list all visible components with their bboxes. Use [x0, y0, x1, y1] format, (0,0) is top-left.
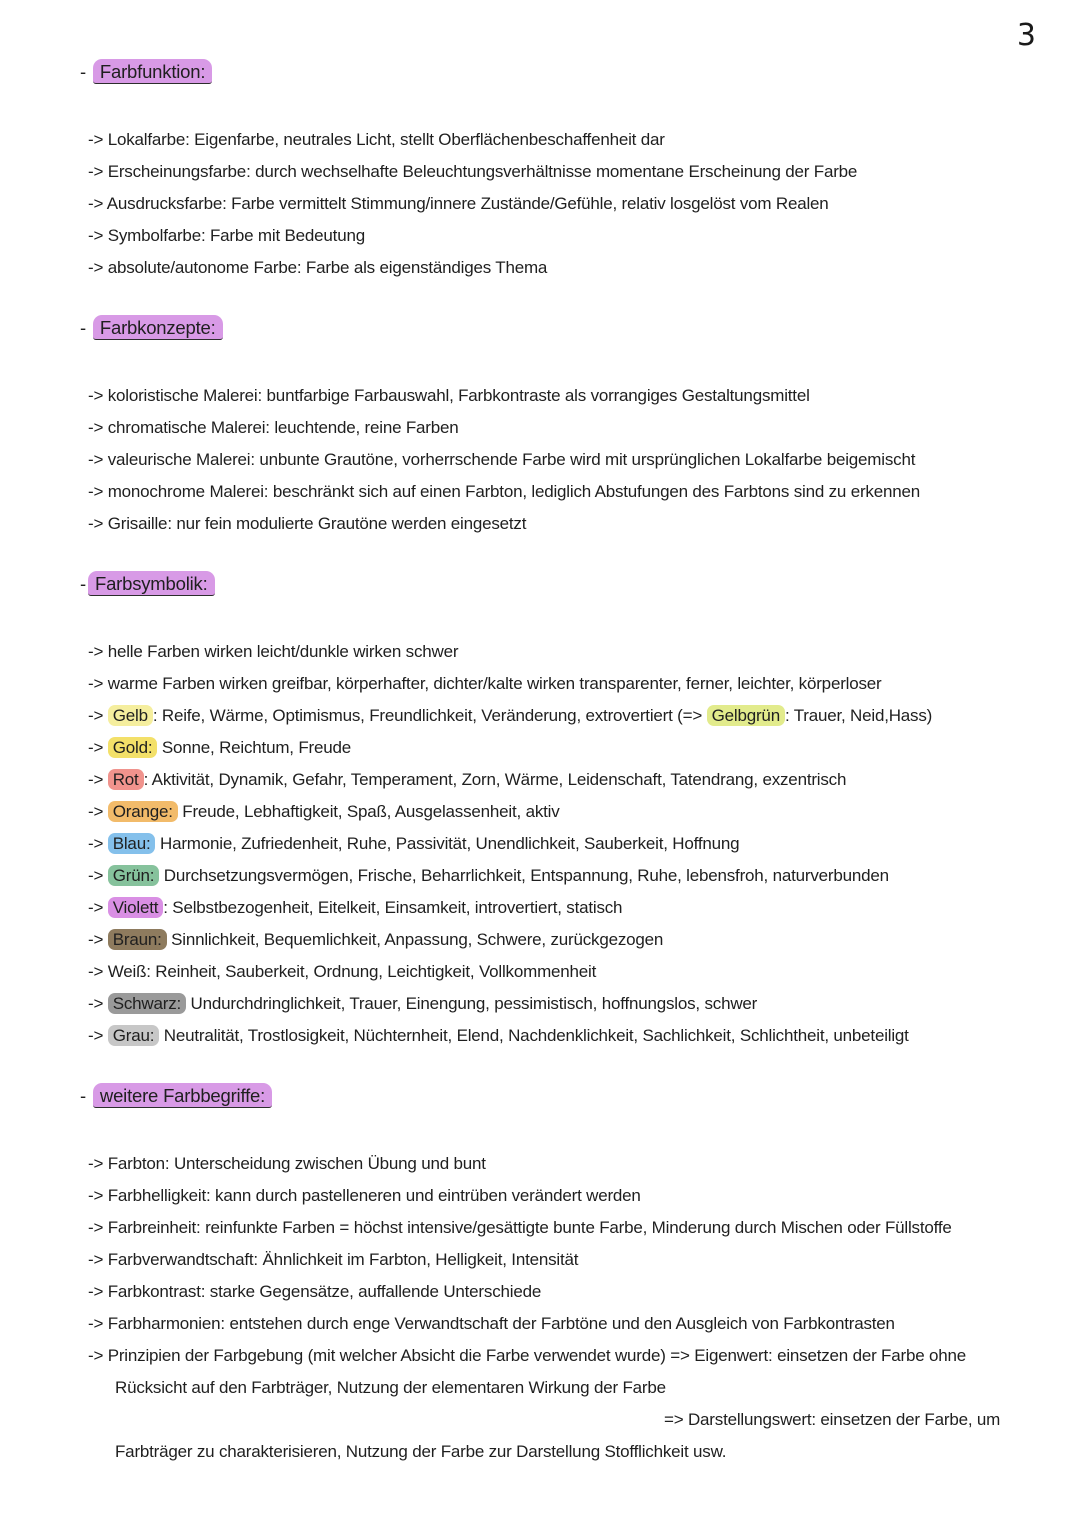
note-line: [88, 924, 1044, 956]
text-segment: -> monochrome Malerei: beschränkt sich auf einen Farbton, lediglich Abstufungen des Farbtons sind zu erkennen: [88, 482, 920, 501]
note-line: [88, 636, 1044, 668]
note-line: [88, 1020, 1044, 1052]
note-line: [88, 444, 1044, 476]
text-segment: => Darstellungswert: einsetzen der Farbe, um: [664, 1410, 1001, 1429]
text-segment: -> Farbhelligkeit: kann durch pastelleneren und eintrüben verändert werden: [88, 1186, 641, 1205]
text-segment: ->: [88, 834, 108, 853]
text-segment: ->: [88, 738, 108, 757]
note-line: [88, 1276, 1044, 1308]
text-segment: -> Lokalfarbe: Eigenfarbe, neutrales Licht, stellt Oberflächenbeschaffenheit dar: [88, 130, 665, 149]
section-lines: [80, 1148, 1044, 1468]
text-segment: ->: [88, 770, 108, 789]
text-segment: -> Farbverwandtschaft: Ähnlichkeit im Farbton, Helligkeit, Intensität: [88, 1250, 579, 1269]
text-segment: ->: [88, 930, 108, 949]
section-heading: [80, 570, 1044, 598]
note-section: [80, 314, 1044, 540]
heading-dash: -: [80, 1085, 91, 1106]
text-segment: -> Weiß: Reinheit, Sauberkeit, Ordnung, Leichtigkeit, Vollkommenheit: [88, 962, 597, 981]
text-segment: Harmonie, Zufriedenheit, Ruhe, Passivität, Unendlichkeit, Sauberkeit, Hoffnung: [155, 834, 740, 853]
text-segment: Farbträger zu charakterisieren, Nutzung der Farbe zur Darstellung Stofflichkeit usw.: [115, 1442, 727, 1461]
text-segment: -> chromatische Malerei: leuchtende, reine Farben: [88, 418, 459, 437]
note-line: [88, 700, 1044, 732]
text-segment: -> helle Farben wirken leicht/dunkle wirken schwer: [88, 642, 459, 661]
note-line: [88, 1180, 1044, 1212]
highlight-gray: Grau:: [108, 1025, 160, 1046]
highlight-violet: Violett: [108, 897, 164, 918]
heading-dash: -: [80, 317, 91, 338]
text-segment: -> Prinzipien der Farbgebung (mit welcher Absicht die Farbe verwendet wurde) => Eigenwert: einsetzen der Farbe ohne: [88, 1346, 967, 1365]
section-lines: [80, 636, 1044, 1052]
heading-text: Farbfunktion:: [93, 59, 212, 84]
section-heading: [80, 314, 1044, 342]
note-line: [88, 1436, 1044, 1468]
text-segment: -> Erscheinungsfarbe: durch wechselhafte Beleuchtungsverhältnisse momentane Erscheinung der Farbe: [88, 162, 858, 181]
note-body: [80, 58, 1044, 1498]
note-line: [88, 380, 1044, 412]
heading-text: Farbkonzepte:: [93, 315, 223, 340]
highlight-gold: Gold:: [108, 737, 158, 758]
text-segment: -> koloristische Malerei: buntfarbige Farbauswahl, Farbkontraste als vorrangiges Gestaltungsmittel: [88, 386, 810, 405]
text-segment: -> Symbolfarbe: Farbe mit Bedeutung: [88, 226, 365, 245]
heading-dash: -: [80, 61, 91, 82]
text-segment: : Trauer, Neid,Hass): [784, 706, 933, 725]
text-segment: Sonne, Reichtum, Freude: [157, 738, 351, 757]
text-segment: Sinnlichkeit, Bequemlichkeit, Anpassung, Schwere, zurückgezogen: [166, 930, 664, 949]
text-segment: ->: [88, 866, 108, 885]
text-segment: ->: [88, 898, 108, 917]
note-line: [88, 1372, 1044, 1404]
highlight-yellow: Gelb: [108, 705, 153, 726]
heading-text: Farbsymbolik:: [88, 571, 215, 596]
highlight-black: Schwarz:: [108, 993, 186, 1014]
highlight-orange: Orange:: [108, 801, 178, 822]
note-line: [88, 1404, 1044, 1436]
section-lines: [80, 380, 1044, 540]
text-segment: : Reife, Wärme, Optimismus, Freundlichkeit, Veränderung, extrovertiert (=>: [152, 706, 707, 725]
note-section: [80, 58, 1044, 284]
text-segment: Rücksicht auf den Farbträger, Nutzung der elementaren Wirkung der Farbe: [115, 1378, 666, 1397]
note-line: [88, 1308, 1044, 1340]
text-segment: : Aktivität, Dynamik, Gefahr, Temperament, Zorn, Wärme, Leidenschaft, Tatendrang, exzentrisch: [143, 770, 847, 789]
text-segment: -> Grisaille: nur fein modulierte Grautöne werden eingesetzt: [88, 514, 527, 533]
text-segment: ->: [88, 1026, 108, 1045]
section-lines: [80, 124, 1044, 284]
note-line: [88, 412, 1044, 444]
text-segment: -> warme Farben wirken greifbar, körperhafter, dichter/kalte wirken transparenter, ferner, leichter, körperloser: [88, 674, 882, 693]
text-segment: Undurchdringlichkeit, Trauer, Einengung, pessimistisch, hoffnungslos, schwer: [186, 994, 758, 1013]
note-line: [88, 1244, 1044, 1276]
note-line: [88, 988, 1044, 1020]
note-line: [88, 252, 1044, 284]
note-line: [88, 732, 1044, 764]
note-line: [88, 1340, 1044, 1372]
note-line: [88, 476, 1044, 508]
note-line: [88, 1148, 1044, 1180]
note-line: [88, 828, 1044, 860]
heading-dash: -: [80, 573, 86, 594]
note-line: [88, 508, 1044, 540]
note-line: [88, 892, 1044, 924]
note-line: [88, 1212, 1044, 1244]
note-line: [88, 156, 1044, 188]
text-segment: -> Farbharmonien: entstehen durch enge Verwandtschaft der Farbtöne und den Ausgleich von Farbkontrasten: [88, 1314, 895, 1333]
note-line: [88, 668, 1044, 700]
highlight-red: Rot: [108, 769, 144, 790]
text-segment: ->: [88, 802, 108, 821]
note-line: [88, 860, 1044, 892]
text-segment: -> Farbreinheit: reinfunkte Farben = höchst intensive/gesättigte bunte Farbe, Minderung durch Mischen oder Füllstoffe: [88, 1218, 952, 1237]
note-line: [88, 764, 1044, 796]
heading-text: weitere Farbbegriffe:: [93, 1083, 272, 1108]
highlight-brown: Braun:: [108, 929, 167, 950]
text-segment: -> valeurische Malerei: unbunte Grautöne, vorherrschende Farbe wird mit ursprünglichen Lokalfarbe beigemischt: [88, 450, 916, 469]
text-segment: -> Ausdrucksfarbe: Farbe vermittelt Stimmung/innere Zustände/Gefühle, relativ losgelöst vom Realen: [88, 194, 829, 213]
text-segment: Neutralität, Trostlosigkeit, Nüchternheit, Elend, Nachdenklichkeit, Sachlichkeit, Schlichtheit, unbeteiligt: [159, 1026, 909, 1045]
section-heading: [80, 1082, 1044, 1110]
page-number: 3: [1016, 18, 1036, 53]
highlight-blue: Blau:: [108, 833, 156, 854]
text-segment: : Selbstbezogenheit, Eitelkeit, Einsamkeit, introvertiert, statisch: [163, 898, 623, 917]
text-segment: ->: [88, 706, 108, 725]
note-line: [88, 796, 1044, 828]
text-segment: -> absolute/autonome Farbe: Farbe als eigenständiges Thema: [88, 258, 548, 277]
highlight-green: Grün:: [108, 865, 160, 886]
text-segment: -> Farbkontrast: starke Gegensätze, auffallende Unterschiede: [88, 1282, 542, 1301]
note-line: [88, 220, 1044, 252]
section-heading: [80, 58, 1044, 86]
note-line: [88, 124, 1044, 156]
text-segment: ->: [88, 994, 108, 1013]
note-section: [80, 1082, 1044, 1468]
highlight-yellowgreen: Gelbgrün: [707, 705, 785, 726]
text-segment: -> Farbton: Unterscheidung zwischen Übung und bunt: [88, 1154, 486, 1173]
text-segment: Durchsetzungsvermögen, Frische, Beharrlichkeit, Entspannung, Ruhe, lebensfroh, naturverbunden: [159, 866, 889, 885]
note-section: [80, 570, 1044, 1052]
note-line: [88, 188, 1044, 220]
text-segment: Freude, Lebhaftigkeit, Spaß, Ausgelassenheit, aktiv: [177, 802, 560, 821]
note-line: [88, 956, 1044, 988]
